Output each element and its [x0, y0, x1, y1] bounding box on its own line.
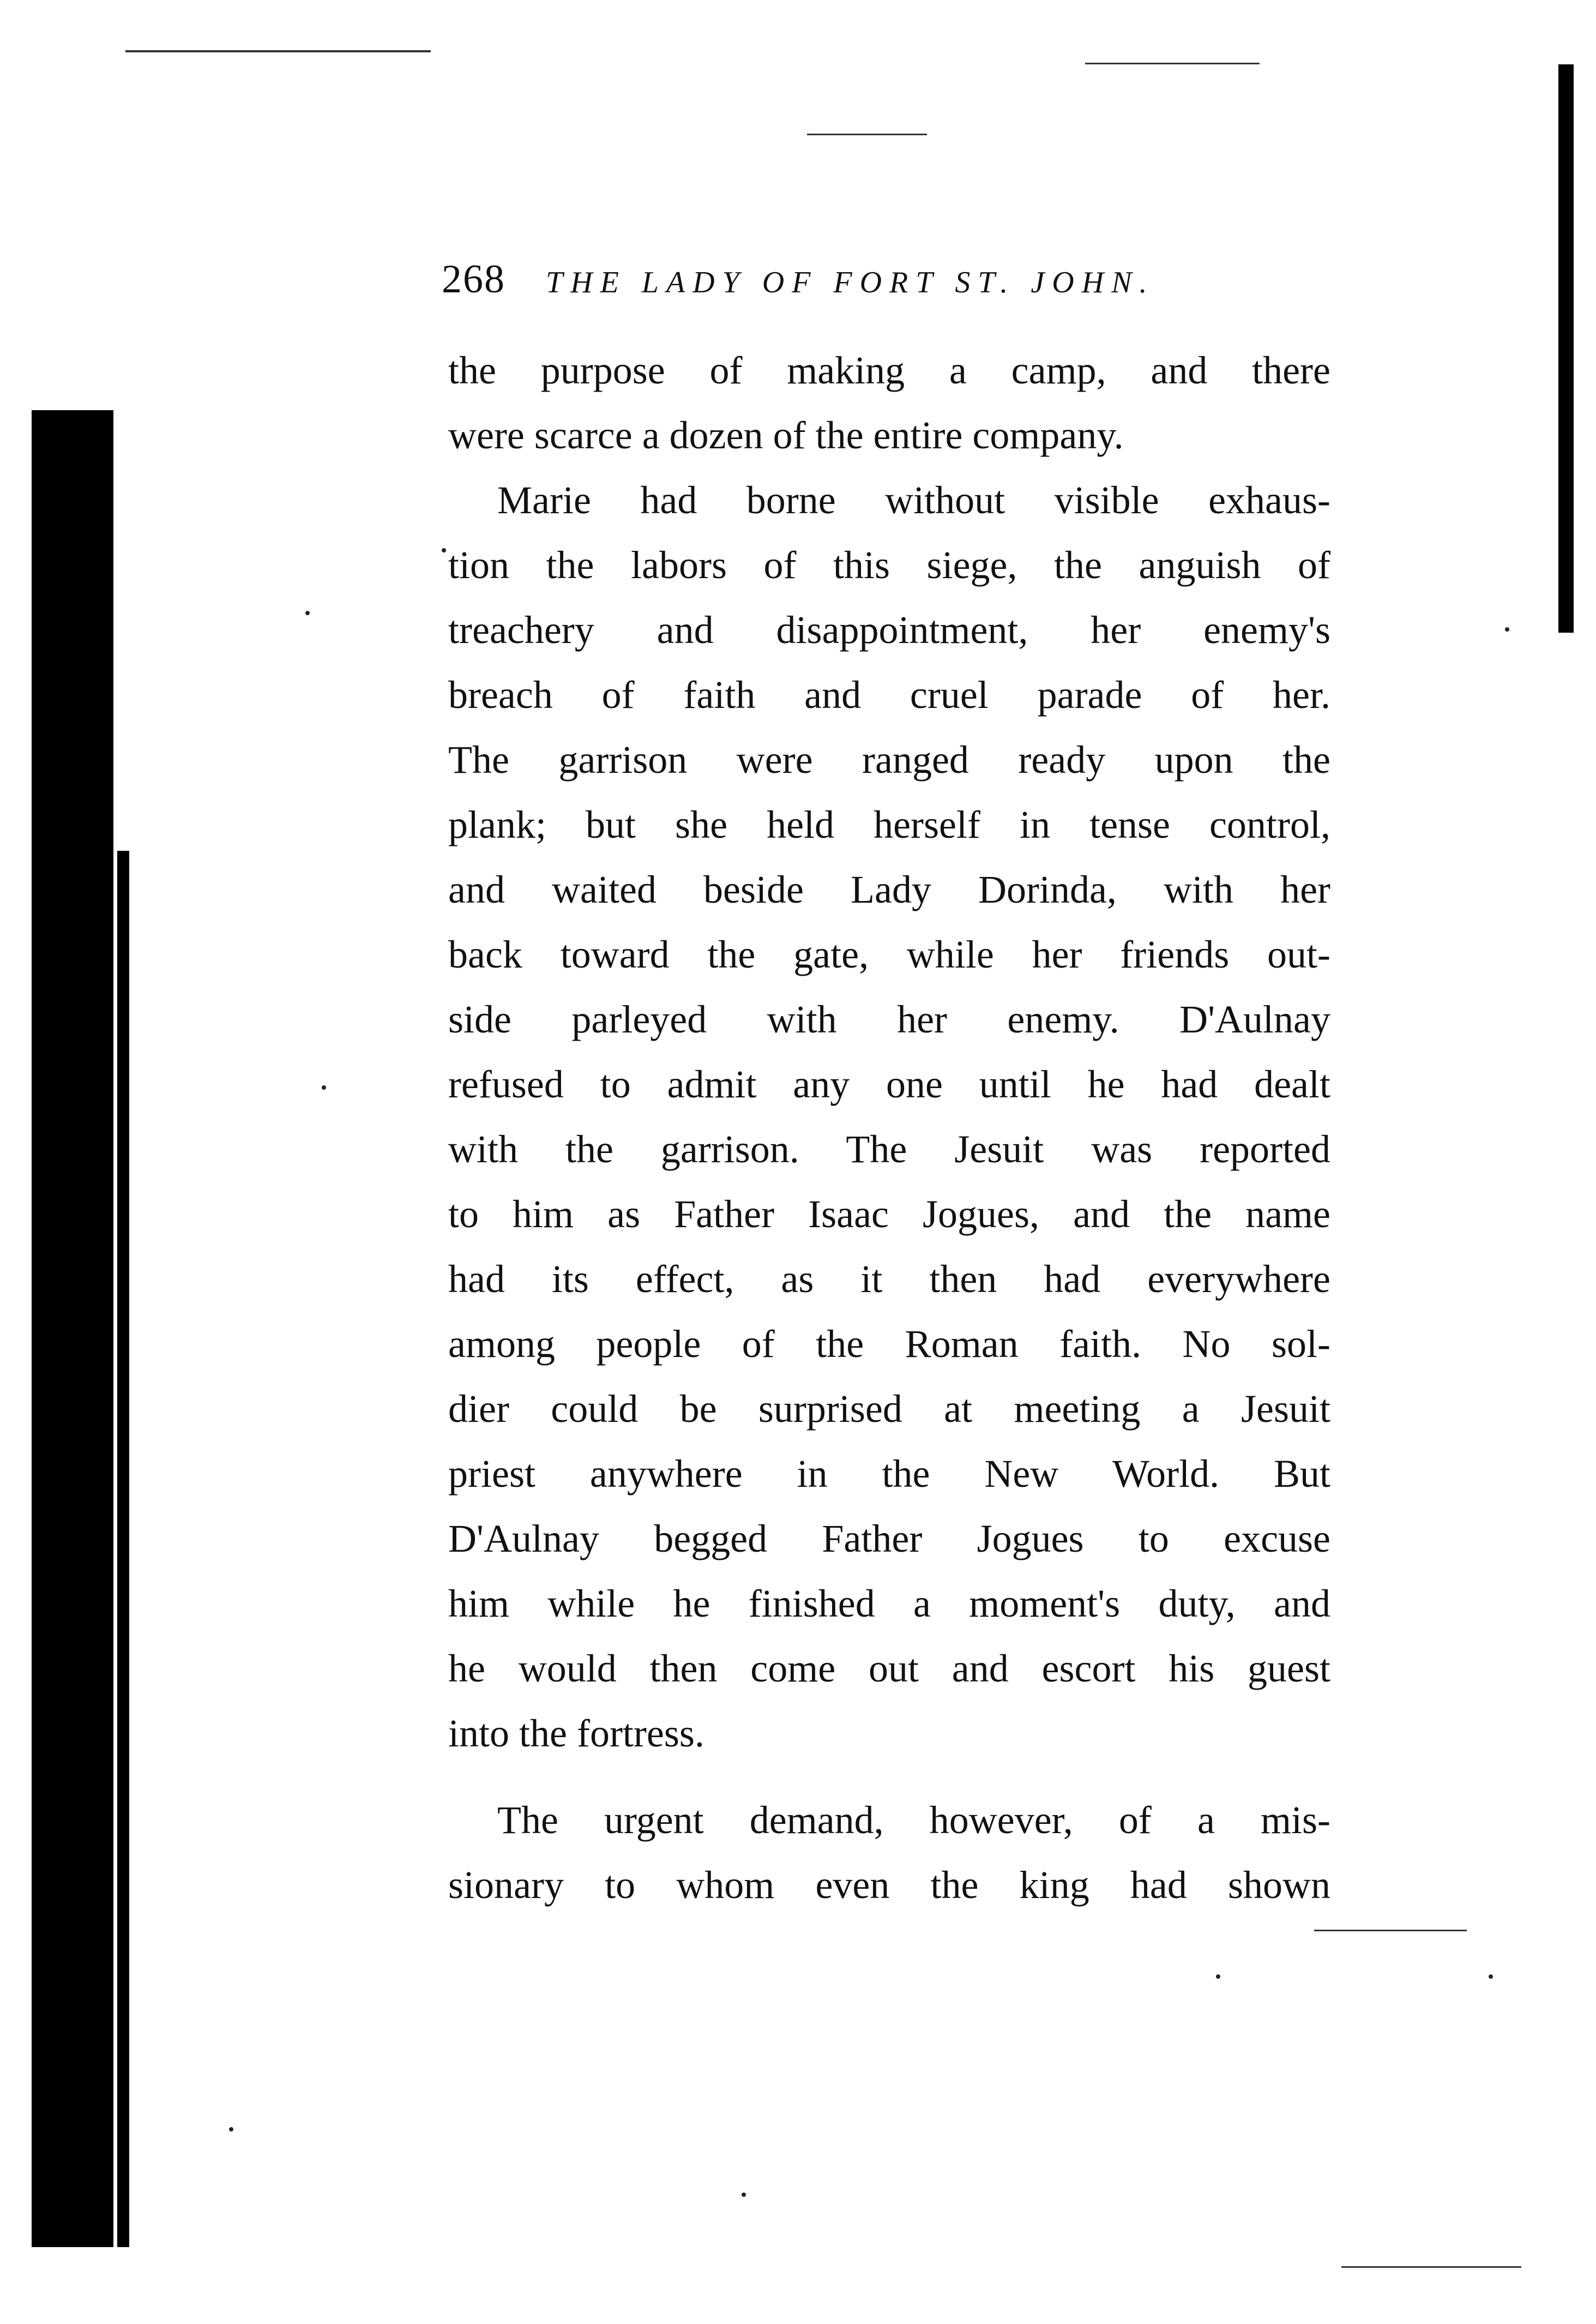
text-line: among people of the Roman faith. No sol- — [448, 1322, 1330, 1366]
scan-artifact-line — [1314, 1930, 1467, 1931]
scan-speck — [442, 548, 446, 553]
text-line: plank; but she held herself in tense control, — [448, 803, 1330, 846]
text-line: into the fortress. — [448, 1712, 704, 1755]
running-head — [442, 256, 1336, 316]
scan-speck — [1489, 1974, 1493, 1979]
text-line: side parleyed with her enemy. D'Aulnay — [448, 998, 1330, 1041]
text-line: had its effect, as it then had everywhere — [448, 1257, 1330, 1301]
text-line: back toward the gate, while her friends out- — [448, 933, 1330, 976]
text-line: him while he finished a moment's duty, and — [448, 1582, 1330, 1625]
body-text — [448, 338, 1330, 1918]
scan-speck — [1505, 627, 1509, 632]
text-line: treachery and disappointment, her enemy's — [448, 608, 1330, 652]
scan-artifact-line — [1341, 2266, 1521, 2268]
book-title: THE LADY OF FORT ST. JOHN. — [546, 266, 1155, 299]
text-line: priest anywhere in the New World. But — [448, 1452, 1330, 1496]
scan-speck — [1216, 1974, 1220, 1979]
paragraph-gap — [448, 1766, 1330, 1788]
scan-speck — [742, 2193, 746, 2197]
text-line: Marie had borne without visible exhaus- — [497, 478, 1330, 522]
text-line: and waited beside Lady Dorinda, with her — [448, 868, 1330, 911]
text-line: breach of faith and cruel parade of her. — [448, 673, 1330, 717]
text-line: were scarce a dozen of the entire company. — [448, 413, 1124, 457]
paragraph — [448, 468, 1330, 1766]
scan-speck — [305, 611, 310, 615]
text-line: tion the labors of this siege, the anguish of — [448, 543, 1330, 587]
scan-edge-shadow-right — [1558, 64, 1574, 633]
scan-speck — [229, 2127, 233, 2131]
paragraph — [448, 338, 1330, 468]
scan-edge-shadow-left-inner — [117, 851, 129, 2247]
text-line: to him as Father Isaac Jogues, and the name — [448, 1192, 1330, 1236]
text-line: the purpose of making a camp, and there — [448, 349, 1330, 392]
paragraph — [448, 1788, 1330, 1918]
scan-speck — [322, 1085, 326, 1090]
text-line: The urgent demand, however, of a mis- — [497, 1798, 1330, 1842]
text-line: with the garrison. The Jesuit was reported — [448, 1127, 1330, 1171]
scan-artifact-line — [807, 134, 927, 135]
text-line: dier could be surprised at meeting a Jesuit — [448, 1387, 1330, 1431]
scan-artifact-line — [125, 50, 431, 52]
text-line: D'Aulnay begged Father Jogues to excuse — [448, 1517, 1330, 1560]
text-line: sionary to whom even the king had shown — [448, 1863, 1330, 1907]
text-line: The garrison were ranged ready upon the — [448, 738, 1330, 782]
scan-artifact-line — [1085, 63, 1260, 64]
text-line: refused to admit any one until he had dealt — [448, 1062, 1330, 1106]
text-line: he would then come out and escort his guest — [448, 1647, 1330, 1690]
scan-edge-shadow-left — [32, 410, 113, 2247]
page-number: 268 — [442, 257, 505, 302]
